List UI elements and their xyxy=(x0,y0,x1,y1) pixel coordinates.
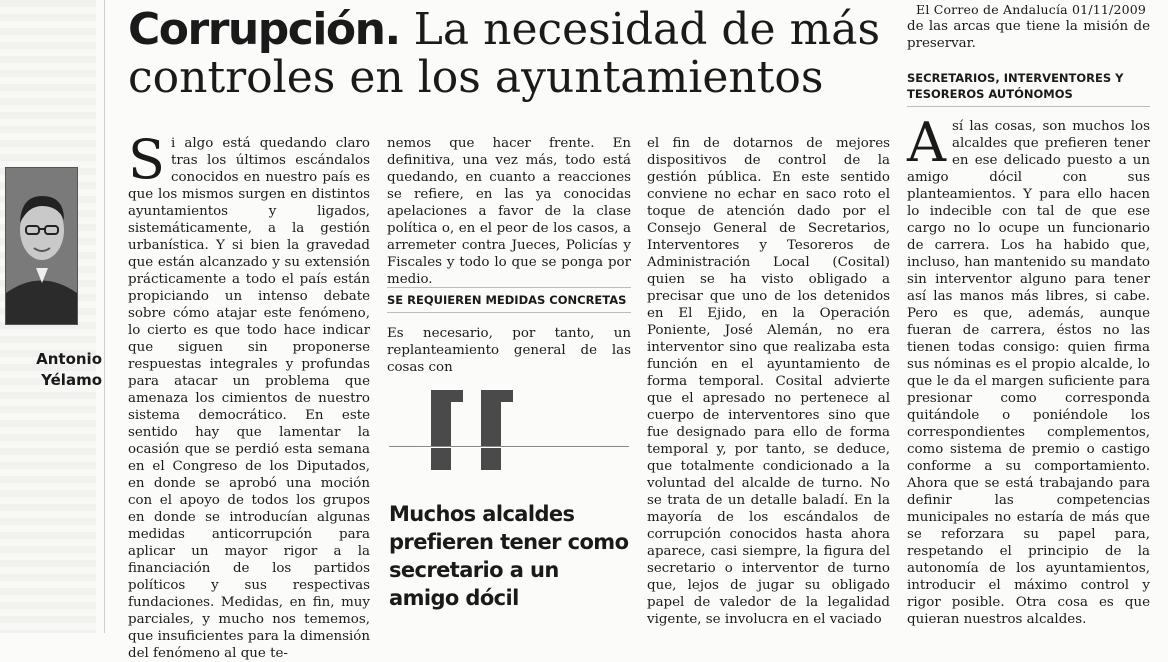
drop-cap: A xyxy=(907,111,946,174)
subhead-rule xyxy=(387,287,631,288)
pullquote: Muchos alcaldes prefieren tener como secretario a un amigo dócil xyxy=(389,502,629,610)
quote-marks-icon xyxy=(423,390,593,494)
body-column-2: nemos que hacer frente. En definitiva, una vez más, todo está quedando, en cuanto a reacciones se refiere, en las ya conocidas apelaciones a favor de la clase política o, en el peor de los casos, a arremeter contra Jueces, Policías y Fiscales y todo lo que se ponga por medio. xyxy=(387,136,631,287)
drop-cap: S xyxy=(128,128,165,191)
column-divider xyxy=(104,0,105,633)
headline xyxy=(128,6,888,102)
subhead-rule xyxy=(907,106,1150,107)
headline-text: La necesidad de más controles en los ayuntamientos xyxy=(128,4,881,103)
author-portrait-illustration xyxy=(6,168,77,324)
body-column-2-continued: Es necesario, por tanto, un replanteamiento general de las cosas con xyxy=(387,326,631,375)
headline-kicker: Corrupción. xyxy=(128,4,400,55)
body-column-3: el fin de dotarnos de mejores dispositivos de control de la gestión pública. En este sentido conviene no echar en saco roto el toque de atención dado por el Consejo General de Secretarios, Interventores y Tesoreros de Administración Local (Cosital) quien se ha visto obligado a precisar que uno de los detenidos en El Ejido, en la Operación Poniente, José Alemán, no era interventor sino que realizaba esta función en el ayuntamiento de forma temporal. Cosital advierte que el apresado no pertenece al cuerpo de interventores sino que fue designado para ello de forma temporal y, por tanto, se deduce, que totalmente condicionado a la voluntad del alcalde de turno. No se trata de un detalle baladí. En la mayoría de los escándalos de corrupción conocidos hasta ahora aparece, casi siempre, la figura del secretario o interventor de turno que, lejos de jugar su obligado papel de valedor de la legalidad vigente, se involucra en el vaciado xyxy=(647,136,890,627)
author-first-name: Antonio xyxy=(36,350,102,368)
author-photo xyxy=(5,167,78,325)
body-column-4 xyxy=(907,111,1150,628)
body-text: sí las cosas, son muchos los alcaldes que prefieren tener en ese delicado puesto a un amigo dócil con sus planteamientos. Y para ello hacen lo indecible con tal de que ese cargo no lo ocupe un funcionario de carrera. Los ha habido que, incluso, han mantenido su mandato sin interventor alguno para tener así las manos más libres, si cabe. Pero es que, además, aunque fueran de carrera, éstos no las tienen todas consigo: quien firma sus nóminas es el propio alcalde, lo que le da el margen suficiente para presionar como corresponda quitándole o poniéndole los correspondientes complementos, como sistema de premio o castigo conforme a su comportamiento. Ahora que se está trabajando para definir las competencias municipales no estaría de más que se reforzara su papel para, respetando el principio de la autonomía de los ayuntamientos, introducir el máximo control y rigor posible. Otra cosa es que quieran nuestros alcaldes. xyxy=(907,119,1150,627)
author-name xyxy=(22,349,102,391)
body-text: i algo está quedando claro tras los últimos escándalos conocidos en nuestro país es que los mismos surgen en distintos ayuntamientos y ligados, sistemáticamente, a la gestión urbanística. Y si bien la gravedad que están alcanzado y su extensión prácticamente a todo el país están propiciando un intenso debate sobre cómo atajar este fenómeno, lo cierto es que todo hace indicar que siguen sin proponerse respuestas integrales y profundas para atacar un problema que amenaza los cimientos de nuestro sistema democrático. En este sentido hay que lamentar la ocasión que se perdió esta semana en el Congreso de los Diputados, en donde se aprobó una moción con el apoyo de todos los grupos en donde se introducían algunas medidas anticorrupción para aplicar un mayor rigor a la financiación de los partidos políticos y sus respectivas fundaciones. Medidas, en fin, muy parciales, y mucho nos tememos, que insuficientes para la dimensión del fenómeno al que te- xyxy=(128,136,370,661)
author-last-name: Yélamo xyxy=(41,371,102,389)
pullquote-rule xyxy=(389,446,629,447)
subhead-rule xyxy=(387,312,631,313)
subhead-secretarios: SECRETARIOS, INTERVENTORES Y TESOREROS AUTÓNOMOS xyxy=(907,71,1124,101)
body-column-4-top: de las arcas que tiene la misión de preservar. xyxy=(907,19,1150,51)
body-column-1 xyxy=(128,128,370,662)
subhead-medidas: SE REQUIEREN MEDIDAS CONCRETAS xyxy=(387,293,627,307)
source-dateline: El Correo de Andalucía 01/11/2009 xyxy=(916,2,1147,17)
